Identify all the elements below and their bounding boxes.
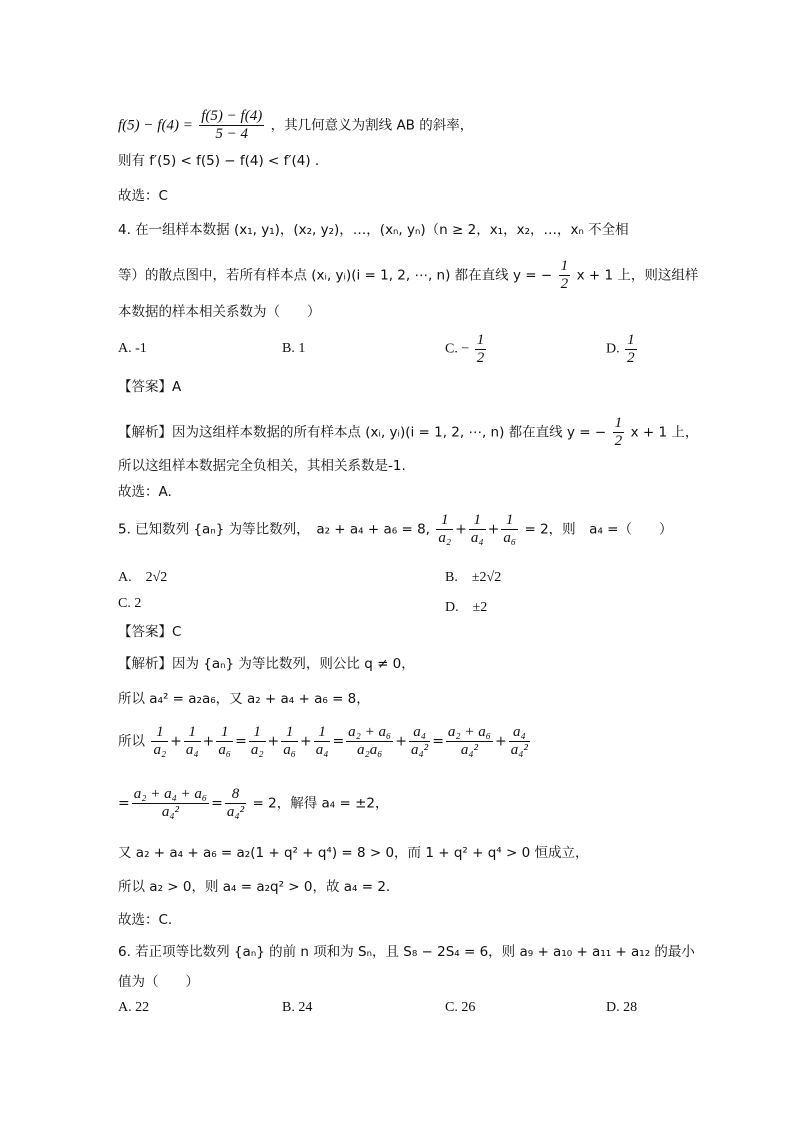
q4-choose [118,482,698,502]
fraction-denominator: a₂ [250,742,264,758]
text: 值为（ ） [118,974,199,990]
fraction-denominator: a₆ [283,742,296,758]
fraction-denominator: 2 [560,276,569,292]
answer-text: 【答案】C [118,624,182,640]
text: 【解析】因为 {aₙ} 为等比数列，则公比 q ≠ 0， [118,656,415,672]
question-4-line-1 [118,220,698,240]
answer-text: 【答案】A [118,379,182,395]
text: ，其几何意义为割线 AB 的斜率， [270,117,474,134]
q5-choose [118,910,698,930]
fraction-numerator: 1 [560,258,569,274]
question-4-line-3 [118,302,698,322]
q5-option-d: D. ±2 [445,600,488,615]
fraction-numerator: 1 [469,512,486,530]
line-inequality [118,151,698,171]
fraction-numerator: 1 [151,724,168,742]
fraction-denominator: a₄² [460,742,479,758]
fraction [625,332,637,367]
fraction-denominator: a₄² [226,804,245,820]
fraction [446,724,493,759]
option-label: D. [606,341,620,357]
fraction-denominator: a₄ [470,530,484,546]
q6-option-b: B. 24 [282,1000,313,1015]
fraction [314,724,331,759]
q4-explanation-1 [118,415,698,450]
fraction-numerator: 1 [216,724,233,742]
q6-option-c: C. 26 [445,1000,476,1015]
q4-explanation-2 [118,456,698,476]
fraction-numerator: 1 [627,332,635,348]
fraction-denominator: a₆ [503,530,517,546]
fraction-denominator: a₄² [410,742,429,758]
fraction [501,512,518,547]
fraction-numerator: 1 [314,724,331,742]
text: 6. 若正项等比数列 {aₙ} 的前 n 项和为 Sₙ，且 S₈ − 2S₄ = 6，则 a₉ + a₁₀ + a₁₁ + a₁₂ 的最小 [118,944,695,960]
fraction [559,258,571,293]
text: = 2，则 a₄ =（ ） [524,521,673,538]
fraction-denominator: 2 [627,350,635,366]
question-5-line-1: 5. 已知数列 {aₙ} 为等比数列， a₂ + a₄ + a₆ = 8, $\frac{1}{\text{a₂}}$ + $\frac{1}{\text{a₄}}$ + $\frac{1}{\text{a₆}}$ = 2，则 a₄ =（ ） [118,512,673,546]
q5-explanation-5 [118,843,698,863]
fraction-numerator: 1 [249,724,266,742]
line-secant-slope [118,108,698,143]
q5-option-b: B. ±2√2 [445,570,502,585]
text: 5. 已知数列 {aₙ} 为等比数列， a₂ + a₄ + a₆ = 8, [118,521,430,538]
fraction [184,724,201,759]
q5-explanation-6 [118,877,698,897]
q4-option-d [606,332,639,367]
q5-answer [118,622,698,642]
fraction-numerator: a₄ [509,724,530,742]
text: 所以 a₂ > 0，则 a₄ = a₂q² > 0，故 a₄ = 2. [118,879,391,895]
text: 【解析】因为这组样本数据的所有样本点 (xᵢ, yᵢ)(i = 1, 2, ⋯, n) 都在直线 y = − [118,424,607,441]
fraction-denominator: 5 − 4 [215,126,249,142]
fraction [199,108,264,143]
fraction-numerator: 1 [476,332,485,348]
q4-option-c [445,332,488,367]
text: 故选：C [118,188,168,204]
q6-option-d: D. 28 [606,1000,638,1015]
fraction [281,724,298,759]
fraction-denominator: a₆ [218,742,232,758]
fraction-numerator: 1 [436,512,453,530]
q4-answer [118,377,698,397]
fraction [216,724,233,759]
fraction-denominator: a₂ [438,530,452,546]
q5-explanation-3: 所以 $\frac{1}{\text{a₂}}$ + $\frac{1}{\text{a₄}}$ + $\frac{1}{\text{a₆}}$ = $\frac{1}{\text{a₂}}$ + $\frac{1}{\text{a₆}}$ + $\frac{1}{\text{a₄}}$ = $\frac{\text{a₂ + a₆}}{\text{a₂a₆}}$ + $\frac{\text{a₄}}{\text{a₄²}}$ = $\frac{\text{a₂ + a₆}}{\text{a₄²}}$ + $\frac{\text{a₄}}{\text{a₄²}}$ [118,724,528,758]
fraction-numerator: 1 [501,512,518,530]
text: 本数据的样本相关系数为（ ） [118,304,321,320]
fraction [436,512,453,547]
text: 所以 a₄² = a₂a₆，又 a₂ + a₄ + a₆ = 8， [118,691,370,707]
text: 又 a₂ + a₄ + a₆ = a₂(1 + q² + q⁴) = 8 > 0，而 1 + q² + q⁴ > 0 恒成立， [118,845,589,861]
text: 故选：A. [118,484,172,500]
fraction [249,724,266,759]
text: 则有 f′(5) < f(5) − f(4) < f′(4) . [118,153,320,169]
fraction-denominator: 2 [614,433,623,449]
fraction [613,415,625,450]
fraction [469,512,486,547]
fraction-numerator: 8 [225,786,246,804]
fraction-numerator: 1 [614,415,623,431]
fraction-numerator: a₂ + a₆ [348,724,392,740]
q5-explanation-1 [118,654,698,674]
fraction-denominator: 2 [476,350,485,366]
fraction [132,786,209,821]
line-choose [118,186,698,206]
text: = 2，解得 a₄ = ±2， [252,795,389,812]
fraction-denominator: a₄ [315,742,329,758]
text: 4. 在一组样本数据 (x₁, y₁)，(x₂, y₂)，…，(xₙ, yₙ)（n ≥ 2，x₁，x₂，…，xₙ 不全相 [118,222,629,238]
q4-option-a: A. -1 [118,341,147,356]
text: 所以这组样本数据完全负相关，其相关系数是-1. [118,458,406,474]
fraction [151,724,168,759]
fraction-denominator: a₄² [161,804,180,820]
option-label: C. − [445,341,470,357]
q5-option-c: C. 2 [118,596,142,611]
text: x + 1 上， [630,424,699,441]
fraction [346,724,393,759]
fraction-denominator: a₂a₆ [356,742,383,758]
q6-option-a: A. 22 [118,1000,150,1015]
fraction-numerator: a₄ [409,724,430,742]
fraction-numerator: a₂ + a₆ [447,724,491,740]
fraction-numerator: 1 [184,724,201,742]
question-6-line-2 [118,972,698,992]
fraction-numerator: 1 [281,724,298,742]
fraction-denominator: a₂ [153,742,167,758]
fraction [409,724,430,759]
fraction-numerator: f(5) − f(4) [201,108,263,124]
q5-explanation-2 [118,689,698,709]
fraction-denominator: a₄² [510,742,528,758]
fraction [509,724,530,759]
question-4-line-2 [118,258,698,293]
text: 所以 [118,733,145,750]
text: 等）的散点图中，若所有样本点 (xᵢ, yᵢ)(i = 1, 2, ⋯, n) 都在直线 y = − [118,267,553,284]
q5-explanation-4: = $\frac{\text{a₂ + a₄ + a₆}}{\text{a₄²}}$ = $\frac{8}{\text{a₄²}}$ = 2，解得 a₄ = ±2， [118,786,389,820]
fraction [225,786,246,821]
text: 故选：C. [118,912,173,928]
q4-option-b: B. 1 [282,341,306,356]
fraction-numerator: a₂ + a₄ + a₆ [133,786,208,802]
text: x + 1 上，则这组样 [576,267,699,284]
fraction [475,332,487,367]
question-6-line-1 [118,942,698,962]
math-expression: f(5) − f(4) = [118,117,193,134]
fraction-denominator: a₄ [185,742,199,758]
q5-option-a: A. 2√2 [118,570,168,585]
